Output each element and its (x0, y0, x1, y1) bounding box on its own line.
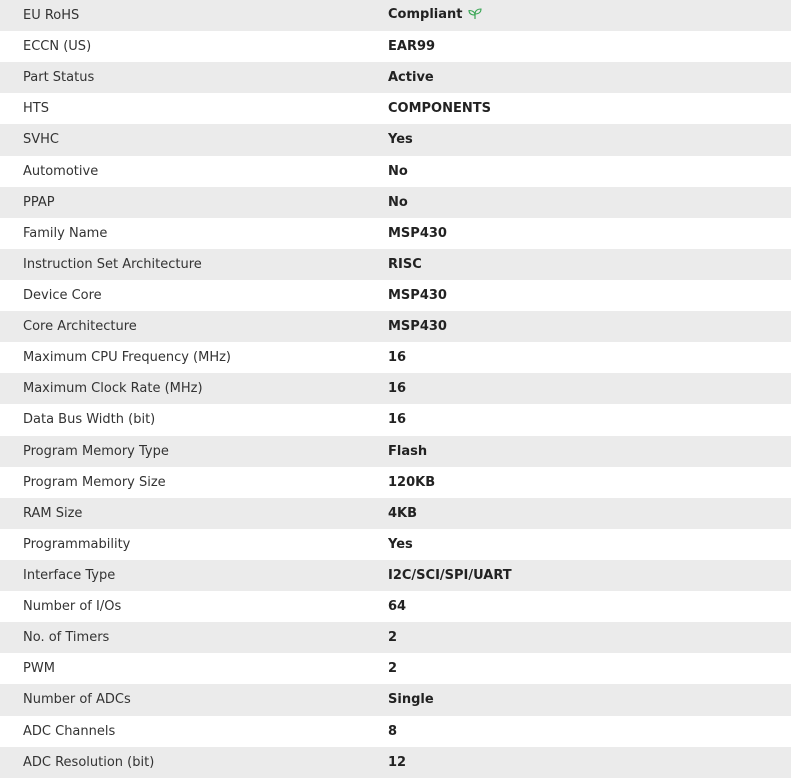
spec-label: Part Status (23, 70, 95, 86)
spec-label: Device Core (23, 288, 102, 304)
spec-value: Yes (388, 132, 413, 148)
spec-label: HTS (23, 101, 49, 117)
spec-label: Automotive (23, 163, 99, 179)
spec-value: 12 (388, 754, 407, 770)
spec-label: Family Name (23, 225, 108, 241)
spec-row-ram-size (0, 498, 791, 529)
spec-row-interface-type (0, 560, 791, 591)
spec-label: PPAP (23, 194, 55, 210)
spec-value: MSP430 (388, 225, 447, 241)
spec-value: 120KB (388, 474, 436, 490)
spec-row-part-status (0, 62, 791, 93)
spec-label: ADC Channels (23, 723, 116, 739)
spec-row-number-of-ios (0, 591, 791, 622)
spec-value: COMPONENTS (388, 101, 491, 117)
spec-value (388, 0, 791, 31)
spec-value: 2 (388, 630, 398, 646)
spec-row-max-cpu-frequency (0, 342, 791, 373)
spec-row-adc-channels (0, 716, 791, 747)
spec-row-family-name (0, 218, 791, 249)
spec-label: Maximum CPU Frequency (MHz) (23, 350, 231, 366)
spec-label: Number of ADCs (23, 692, 131, 708)
spec-row-eccn (0, 31, 791, 62)
spec-value: RISC (388, 256, 422, 272)
spec-label: No. of Timers (23, 630, 110, 646)
spec-label: RAM Size (23, 505, 83, 521)
spec-value: Flash (388, 443, 428, 459)
spec-row-data-bus-width (0, 404, 791, 435)
spec-row-program-memory-type (0, 436, 791, 467)
spec-row-max-clock-rate (0, 373, 791, 404)
spec-value: Yes (388, 536, 413, 552)
spec-value: 8 (388, 723, 398, 739)
spec-row-automotive (0, 156, 791, 187)
spec-value: 16 (388, 350, 407, 366)
spec-label: ADC Resolution (bit) (23, 754, 155, 770)
spec-value: 64 (388, 599, 407, 615)
spec-label: ECCN (US) (23, 39, 92, 55)
spec-row-svhc (0, 124, 791, 155)
spec-value: EAR99 (388, 39, 436, 55)
spec-label: EU RoHS (23, 8, 80, 24)
spec-row-ppap (0, 187, 791, 218)
spec-value: 16 (388, 412, 407, 428)
spec-row-number-of-adcs (0, 684, 791, 715)
spec-row-instruction-set (0, 249, 791, 280)
spec-row-hts (0, 93, 791, 124)
spec-row-program-memory-size (0, 467, 791, 498)
spec-value: No (388, 194, 408, 210)
spec-label: SVHC (23, 132, 59, 148)
spec-label: Data Bus Width (bit) (23, 412, 156, 428)
spec-label: Maximum Clock Rate (MHz) (23, 381, 203, 397)
spec-row-device-core (0, 280, 791, 311)
spec-value-text: Compliant (388, 7, 463, 23)
spec-value: I2C/SCI/SPI/UART (388, 568, 512, 584)
spec-row-core-architecture (0, 311, 791, 342)
spec-label: Program Memory Size (23, 474, 166, 490)
leaf-icon (468, 8, 482, 24)
spec-row-adc-resolution (0, 747, 791, 778)
spec-row-eu-rohs (0, 0, 791, 31)
spec-value: MSP430 (388, 319, 447, 335)
spec-row-programmability (0, 529, 791, 560)
spec-label: Program Memory Type (23, 443, 169, 459)
spec-value: 2 (388, 661, 398, 677)
spec-label: PWM (23, 661, 55, 677)
spec-label: Programmability (23, 536, 131, 552)
spec-label: Core Architecture (23, 319, 137, 335)
spec-value: 16 (388, 381, 407, 397)
spec-value: MSP430 (388, 288, 447, 304)
spec-value: Single (388, 692, 434, 708)
spec-label: Instruction Set Architecture (23, 256, 202, 272)
spec-label: Interface Type (23, 568, 116, 584)
spec-value: Active (388, 70, 434, 86)
spec-label: Number of I/Os (23, 599, 122, 615)
spec-row-timers (0, 622, 791, 653)
spec-value: 4KB (388, 505, 418, 521)
spec-value: No (388, 163, 408, 179)
spec-row-pwm (0, 653, 791, 684)
